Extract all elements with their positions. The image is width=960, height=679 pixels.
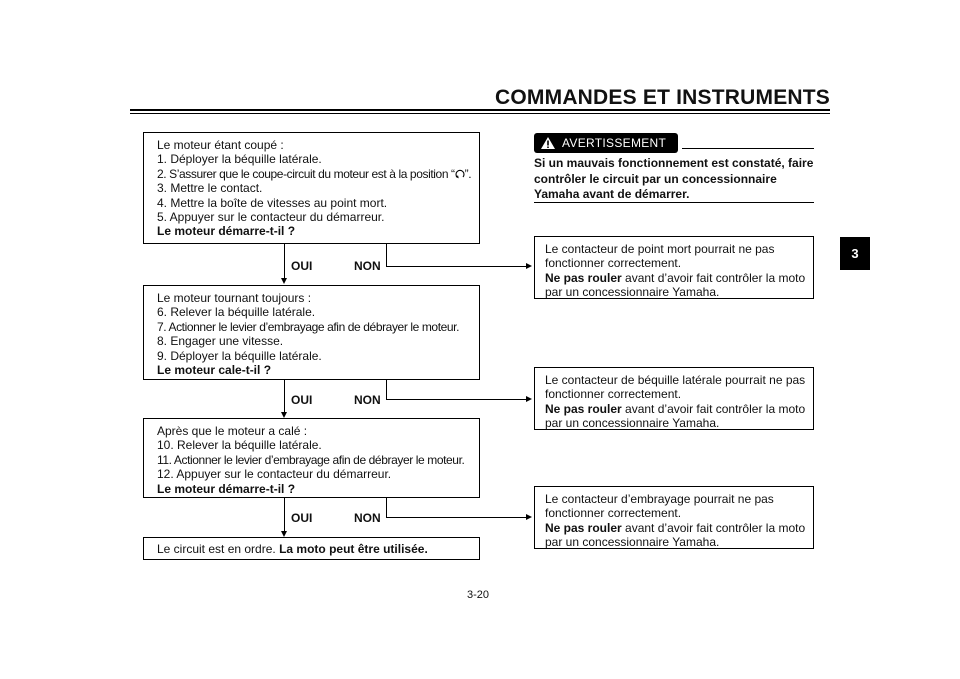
box2-line: 8. Engager une vitesse. (157, 334, 284, 349)
label-oui: OUI (291, 393, 313, 407)
flow-connector-non (386, 266, 526, 267)
result-box-clutch-switch: Le contacteur d’embrayage pourrait ne pas fonctionner correctement. Ne pas rouler avant d’avoir fait contrôler la moto par un concessionnaire Yamaha. (534, 486, 814, 549)
box1-line: 5. Appuyer sur le contacteur du démarreur. (157, 210, 385, 225)
flow-box-step-3 (143, 418, 480, 498)
warning-badge (534, 133, 678, 153)
box3-question: Le moteur démarre-t-il ? (157, 481, 296, 496)
header-rule (130, 109, 830, 111)
box1-line: 4. Mettre la boîte de vitesses au point mort. (157, 195, 388, 210)
box2-line: Le moteur tournant toujours : (157, 291, 312, 305)
flow-connector-non (386, 380, 387, 399)
box2-line: 6. Relever la béquille latérale. (157, 305, 316, 320)
page-title: COMMANDES ET INSTRUMENTS (495, 86, 830, 109)
box1-line: 1. Déployer la béquille latérale. (157, 152, 322, 167)
warning-rule (534, 202, 814, 203)
label-oui: OUI (291, 511, 313, 525)
warning-triangle-icon (540, 136, 556, 150)
chapter-tab[interactable]: 3 (840, 237, 870, 270)
box1-question: Le moteur démarre-t-il ? (157, 224, 296, 239)
flow-connector-non (386, 498, 387, 517)
warning-label: AVERTISSEMENT (562, 136, 667, 150)
box2-line: 9. Déployer la béquille latérale. (157, 348, 322, 363)
header-rule-thin (130, 113, 830, 114)
arrow-down-icon (281, 278, 287, 284)
warning-rule (682, 148, 814, 149)
flow-connector-non (386, 399, 526, 400)
flow-box-result-ok (143, 537, 480, 560)
label-non: NON (354, 393, 381, 407)
result-box-sidestand-switch: Le contacteur de béquille latérale pourrait ne pas fonctionner correctement. Ne pas rouler avant d’avoir fait contrôler la moto par un concessionnaire Yamaha. (534, 367, 814, 430)
engine-stop-switch-run-icon (455, 168, 465, 179)
flow-connector-non (386, 244, 387, 266)
flow-connector-oui (284, 244, 285, 279)
warning-text: Si un mauvais fonctionnement est constaté, faire contrôler le circuit par un concessionnaire Yamaha avant de démarrer. (534, 156, 814, 201)
box3-line: 11. Actionner le levier d’embrayage afin de débrayer le moteur. (157, 452, 465, 467)
label-oui: OUI (291, 259, 313, 273)
label-non: NON (354, 259, 381, 273)
flow-box-step-1 (143, 132, 480, 244)
box2-line: 7. Actionner le levier d’embrayage afin de débrayer le moteur. (157, 319, 460, 334)
box3-line: Après que le moteur a calé : (157, 424, 308, 438)
flow-connector-non (386, 517, 526, 518)
flow-connector-oui (284, 380, 285, 414)
box2-question: Le moteur cale-t-il ? (157, 363, 272, 378)
result-box-neutral-switch: Le contacteur de point mort pourrait ne pas fonctionner correctement. Ne pas rouler avant d’avoir fait contrôler la moto par un concessionnaire Yamaha. (534, 236, 814, 299)
label-non: NON (354, 511, 381, 525)
box3-line: 10. Relever la béquille latérale. (157, 438, 322, 453)
box3-line: 12. Appuyer sur le contacteur du démarreur. (157, 467, 392, 482)
box1-line: Le moteur étant coupé : (157, 138, 284, 152)
arrow-right-icon (526, 263, 532, 269)
arrow-right-icon (526, 514, 532, 520)
page-number: 3-20 (467, 589, 490, 601)
arrow-right-icon (526, 396, 532, 402)
box1-line-switch: 2. S’assurer que le coupe-circuit du moteur est à la position “ ”. (157, 166, 472, 181)
flow-box-step-2 (143, 285, 480, 380)
box1-line: 3. Mettre le contact. (157, 181, 263, 196)
box4-line: Le circuit est en ordre. La moto peut être utilisée. (157, 542, 428, 556)
flow-connector-oui (284, 498, 285, 533)
